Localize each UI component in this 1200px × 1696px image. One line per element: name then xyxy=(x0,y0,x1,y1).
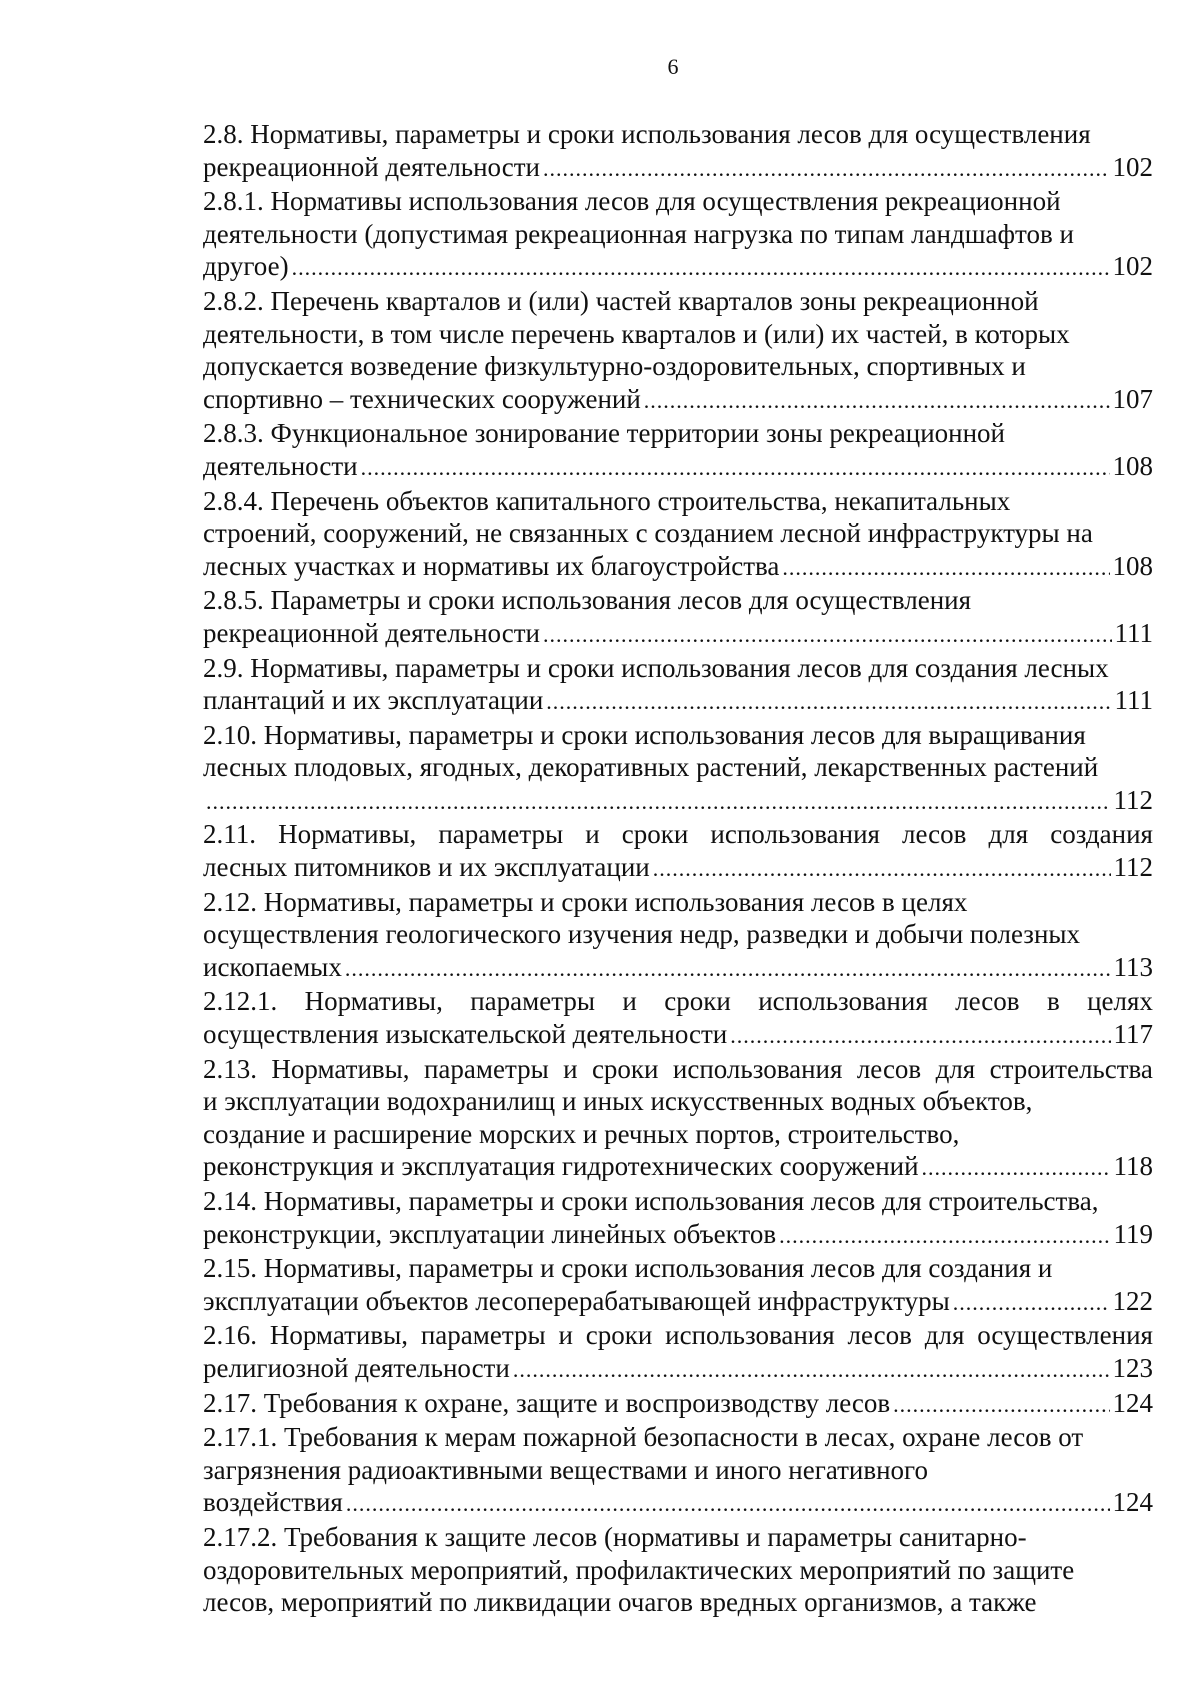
dot-leader xyxy=(644,385,1110,418)
dot-leader xyxy=(361,452,1110,485)
toc-page-number: 108 xyxy=(1112,550,1153,581)
toc-entry-title-end: рекреационной деятельности xyxy=(203,151,540,182)
toc-entry-line: 2.12. Нормативы, параметры и сроки использования лесов в целях xyxy=(203,886,968,917)
toc-page-number: 112 xyxy=(1113,852,1153,883)
toc-page-number: 111 xyxy=(1114,685,1153,716)
toc-page-number: 112 xyxy=(1113,784,1153,815)
toc-entry-line: 2.8.3. Функциональное зонирование территории зоны рекреационной xyxy=(203,418,1005,449)
toc-page-number: 102 xyxy=(1112,251,1153,282)
dot-leader xyxy=(922,1152,1111,1185)
toc-entry xyxy=(203,1252,1153,1319)
dot-leader xyxy=(543,153,1110,186)
dot-leader xyxy=(345,953,1111,986)
toc-page-number: 108 xyxy=(1112,450,1153,481)
toc-entry-title-end: реконструкция и эксплуатация гидротехнических сооружений xyxy=(203,1151,919,1182)
toc-entry xyxy=(203,719,1153,819)
toc-entry-line: 2.8.2. Перечень кварталов и (или) частей кварталов зоны рекреационной xyxy=(203,285,1039,316)
toc-entry-line: деятельности, в том числе перечень кварталов и (или) их частей, в которых xyxy=(203,318,1070,349)
toc-leader-line xyxy=(203,450,1153,485)
toc-leader-line xyxy=(203,784,1153,819)
toc-entry xyxy=(203,1521,1153,1619)
toc-entry xyxy=(203,1387,1153,1422)
toc-entry-title-end: плантаций и их эксплуатации xyxy=(203,685,544,716)
toc-entry-line: загрязнения радиоактивными веществами и иного негативного xyxy=(203,1454,928,1485)
dot-leader xyxy=(206,786,1111,819)
toc-entry-line: 2.8. Нормативы, параметры и сроки использования лесов для осуществления xyxy=(203,119,1091,149)
toc-entry xyxy=(203,417,1153,484)
toc-entry-line: 2.17.1. Требования к мерам пожарной безопасности в лесах, охране лесов от xyxy=(203,1422,1084,1453)
toc-leader-line xyxy=(203,1486,1153,1521)
toc-leader-line xyxy=(203,684,1153,719)
toc-entry-line: лесных плодовых, ягодных, декоративных растений, лекарственных растений xyxy=(203,752,1099,783)
toc-entry-line: 2.16. Нормативы, параметры и сроки использования лесов для осуществления xyxy=(203,1320,1153,1351)
toc-entry-title-end: воздействия xyxy=(203,1487,343,1518)
toc-entry-line: 2.8.5. Параметры и сроки использования лесов для осуществления xyxy=(203,585,972,616)
toc-entry-title-end: 2.17. Требования к охране, защите и воспроизводству лесов xyxy=(203,1387,891,1418)
toc-entry xyxy=(203,584,1153,651)
toc-leader-line xyxy=(203,1352,1153,1387)
toc-page-number: 118 xyxy=(1113,1151,1153,1182)
dot-leader xyxy=(513,1354,1110,1387)
toc-entry xyxy=(203,1421,1153,1521)
toc-entry xyxy=(203,985,1153,1052)
toc-entry-line: 2.12.1. Нормативы, параметры и сроки использования лесов в целях xyxy=(203,986,1153,1017)
toc-entry-line: лесов, мероприятий по ликвидации очагов вредных организмов, а также xyxy=(203,1587,1037,1618)
toc-entry xyxy=(203,1053,1153,1185)
toc-leader-line xyxy=(203,851,1153,886)
toc-entry-line: 2.8.4. Перечень объектов капитального строительства, некапитальных xyxy=(203,485,1011,516)
dot-leader xyxy=(779,1220,1110,1253)
toc-entry-line: строений, сооружений, не связанных с созданием лесной инфраструктуры на xyxy=(203,518,1093,549)
toc-page-number: 119 xyxy=(1113,1218,1153,1249)
toc-leader-line xyxy=(203,1218,1153,1253)
toc-entry-title-end: осуществления изыскательской деятельности xyxy=(203,1019,728,1050)
toc-entry-line: допускается возведение физкультурно-оздоровительных, спортивных и xyxy=(203,351,1026,382)
toc-entry-title-end: лесных питомников и их эксплуатации xyxy=(203,852,650,883)
dot-leader xyxy=(346,1488,1110,1521)
toc-page-number: 102 xyxy=(1112,151,1153,182)
toc-leader-line xyxy=(203,1018,1153,1053)
toc-entry xyxy=(203,886,1153,986)
toc-entry-title-end: ископаемых xyxy=(203,951,342,982)
toc-entry-title-end: реконструкции, эксплуатации линейных объектов xyxy=(203,1218,777,1249)
dot-leader xyxy=(546,686,1111,719)
toc-leader-line xyxy=(203,550,1153,585)
toc-entry-title-end: спортивно – технических сооружений xyxy=(203,383,641,414)
toc-entry-line: осуществления геологического изучения недр, разведки и добычи полезных xyxy=(203,919,1081,950)
toc-entry xyxy=(203,1185,1153,1252)
toc-entry xyxy=(203,485,1153,585)
toc-entry-title-end: рекреационной деятельности xyxy=(203,617,540,648)
toc-page-number: 124 xyxy=(1112,1487,1153,1518)
toc-page-number: 122 xyxy=(1112,1285,1153,1316)
toc-entry-line: и эксплуатации водохранилищ и иных искусственных водных объектов, xyxy=(203,1086,1033,1117)
toc-leader-line xyxy=(203,951,1153,986)
toc-leader-line xyxy=(203,1387,1153,1422)
toc-leader-line xyxy=(203,1150,1153,1185)
toc-entry-title-end: деятельности xyxy=(203,450,358,481)
toc-entry-line: создание и расширение морских и речных портов, строительство, xyxy=(203,1118,960,1149)
toc-entry-line: оздоровительных мероприятий, профилактических мероприятий по защите xyxy=(203,1554,1075,1585)
dot-leader xyxy=(782,552,1109,585)
toc-leader-line xyxy=(203,151,1153,186)
toc-leader-line xyxy=(203,250,1153,285)
toc-entry xyxy=(203,285,1153,417)
toc-entry xyxy=(203,652,1153,719)
toc-entry-line: деятельности (допустимая рекреационная нагрузка по типам ландшафтов и xyxy=(203,218,1074,249)
toc-page-number: 111 xyxy=(1114,617,1153,648)
toc-entry-line: 2.15. Нормативы, параметры и сроки использования лесов для создания и xyxy=(203,1253,1053,1284)
toc-entry-line: 2.8.1. Нормативы использования лесов для осуществления рекреационной xyxy=(203,186,1061,217)
table-of-contents xyxy=(203,118,1153,1619)
toc-page-number: 117 xyxy=(1113,1019,1153,1050)
dot-leader xyxy=(292,252,1110,285)
toc-page-number: 113 xyxy=(1113,951,1153,982)
dot-leader xyxy=(730,1020,1110,1053)
page-number: 6 xyxy=(667,54,679,79)
toc-entry-title-end: эксплуатации объектов лесоперерабатывающей инфраструктуры xyxy=(203,1285,950,1316)
toc-entry xyxy=(203,818,1153,885)
toc-leader-line xyxy=(203,383,1153,418)
toc-entry-line: 2.17.2. Требования к защите лесов (нормативы и параметры санитарно- xyxy=(203,1521,1027,1552)
toc-entry-title-end: лесных участках и нормативы их благоустройства xyxy=(203,550,780,581)
toc-entry-line: 2.10. Нормативы, параметры и сроки использования лесов для выращивания xyxy=(203,719,1086,750)
toc-entry-line: 2.13. Нормативы, параметры и сроки использования лесов для строительства xyxy=(203,1053,1153,1084)
toc-leader-line xyxy=(203,1285,1153,1320)
toc-entry-line: 2.14. Нормативы, параметры и сроки использования лесов для строительства, xyxy=(203,1186,1099,1216)
toc-page-number: 124 xyxy=(1112,1387,1153,1418)
toc-entry xyxy=(203,118,1153,185)
dot-leader xyxy=(543,619,1112,652)
dot-leader xyxy=(953,1287,1110,1320)
toc-entry-line: 2.11. Нормативы, параметры и сроки использования лесов для создания xyxy=(203,819,1153,850)
toc-entry-title-end: религиозной деятельности xyxy=(203,1352,510,1383)
dot-leader xyxy=(653,853,1111,886)
toc-page-number: 123 xyxy=(1112,1352,1153,1383)
toc-entry-line: 2.9. Нормативы, параметры и сроки использования лесов для создания лесных xyxy=(203,652,1109,683)
toc-entry-title-end: другое) xyxy=(203,251,289,282)
toc-entry xyxy=(203,1319,1153,1386)
toc-leader-line xyxy=(203,617,1153,652)
dot-leader xyxy=(893,1389,1109,1422)
toc-page-number: 107 xyxy=(1112,383,1153,414)
toc-entry xyxy=(203,185,1153,285)
